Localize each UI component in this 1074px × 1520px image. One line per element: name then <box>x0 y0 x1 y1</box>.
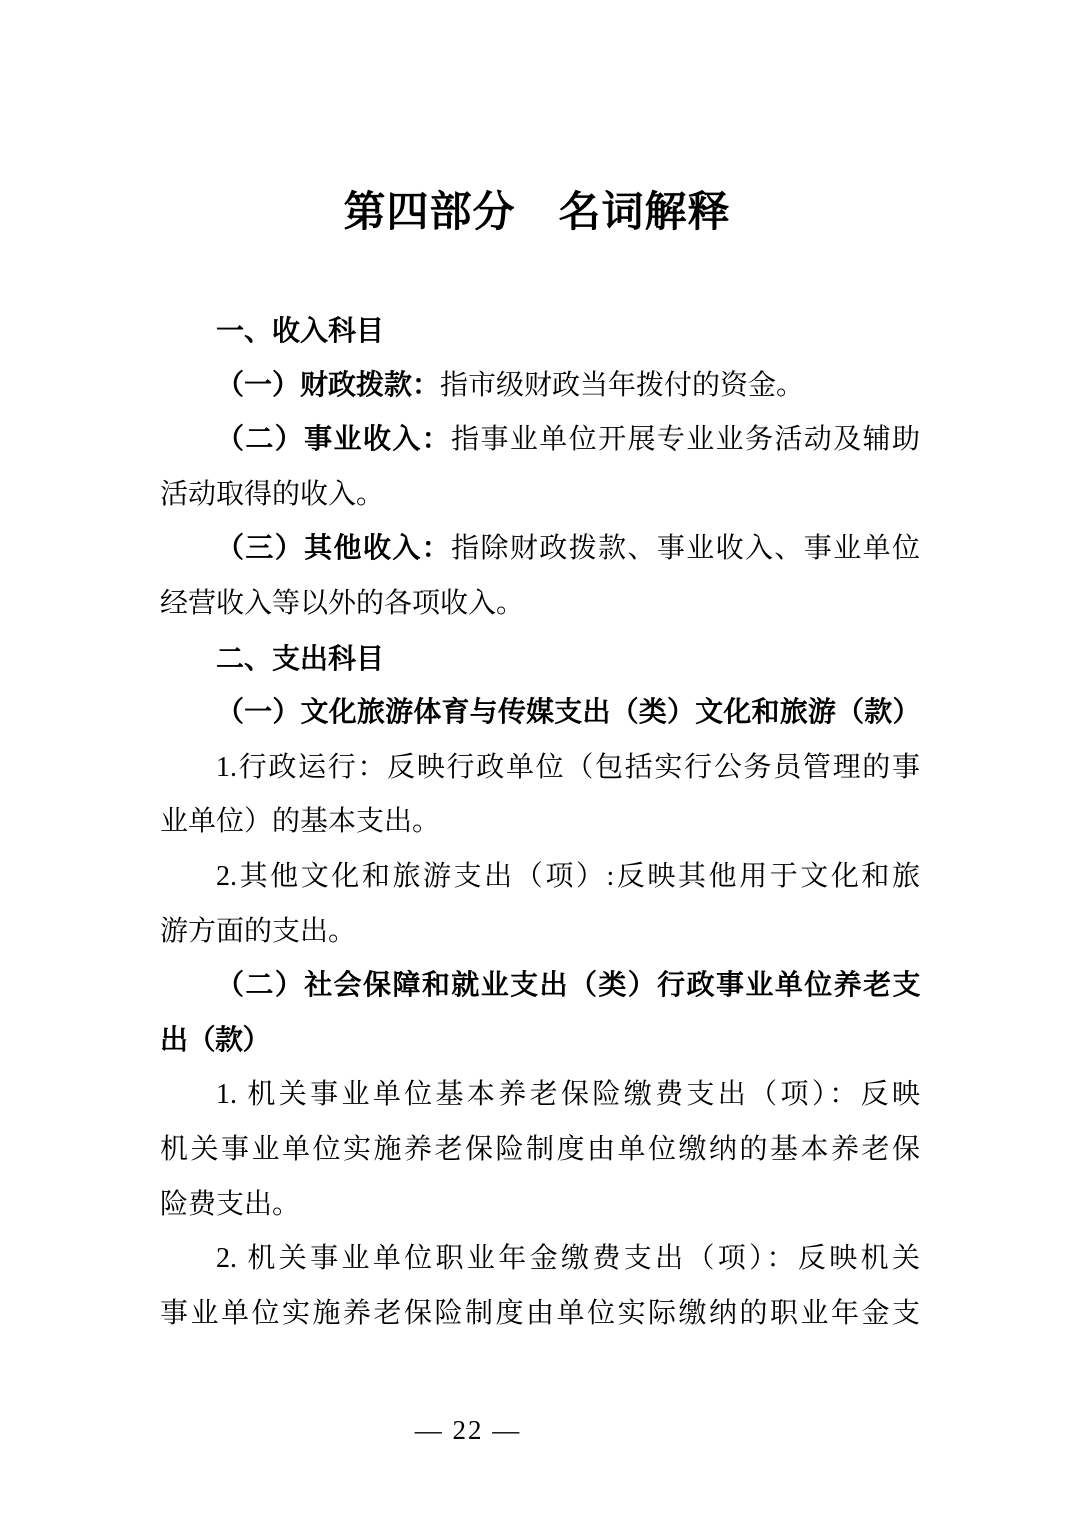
text-line <box>160 577 920 632</box>
text-segment: 1. 机关事业单位基本养老保险缴费支出（项）：反映 <box>216 1079 920 1111</box>
text-segment: 一、收入科目 <box>216 315 385 346</box>
text-line <box>160 1068 920 1123</box>
text-segment: 1.行政运行：反映行政单位（包括实行公务员管理的事 <box>216 751 920 783</box>
text-segment: 出（款） <box>160 1024 271 1056</box>
text-segment: （二）事业收入： <box>216 424 452 456</box>
text-line <box>160 795 920 850</box>
text-segment: 活动取得的收入。 <box>160 478 385 510</box>
text-line <box>160 1287 920 1342</box>
text-line <box>160 1232 920 1287</box>
page-number: — 22 — <box>414 1415 522 1445</box>
text-line <box>160 468 920 523</box>
text-segment: 指事业单位开展专业业务活动及辅助 <box>451 424 920 456</box>
text-segment: 指市级财政当年拨付的资金。 <box>440 369 805 401</box>
text-segment: 二、支出科目 <box>216 642 385 674</box>
text-segment: 经营收入等以外的各项收入。 <box>160 587 525 619</box>
text-line <box>160 1178 920 1233</box>
text-segment: 事业单位实施养老保险制度由单位实际缴纳的职业年金支 <box>160 1297 920 1329</box>
text-segment: 业单位）的基本支出。 <box>160 806 441 838</box>
text-line <box>160 522 920 577</box>
text-line <box>160 741 920 796</box>
text-segment: 险费支出。 <box>160 1188 301 1220</box>
text-line <box>160 905 920 960</box>
text-line <box>160 632 920 687</box>
text-line <box>160 304 920 359</box>
text-segment: （二）社会保障和就业支出（类）行政事业单位养老支 <box>216 970 920 1002</box>
text-segment: 游方面的支出。 <box>160 915 357 947</box>
text-segment: 2.其他文化和旅游支出（项）:反映其他用于文化和旅 <box>216 860 920 892</box>
document-body <box>160 304 920 1341</box>
text-line <box>160 686 920 741</box>
text-line <box>160 359 920 414</box>
text-line <box>160 413 920 468</box>
text-segment: 机关事业单位实施养老保险制度由单位缴纳的基本养老保 <box>160 1133 920 1165</box>
text-line <box>160 959 920 1014</box>
text-line <box>160 1123 920 1178</box>
text-line <box>160 850 920 905</box>
text-segment: （一）财政拨款： <box>216 369 441 401</box>
text-segment: （三）其他收入： <box>216 533 452 565</box>
text-line <box>160 1014 920 1069</box>
text-segment: 2. 机关事业单位职业年金缴费支出（项）：反映机关 <box>216 1243 920 1275</box>
text-segment: （一）文化旅游体育与传媒支出（类）文化和旅游（款） <box>216 697 920 729</box>
text-segment: 指除财政拨款、事业收入、事业单位 <box>451 533 920 565</box>
document-title: 第四部分 名词解释 <box>343 188 731 235</box>
